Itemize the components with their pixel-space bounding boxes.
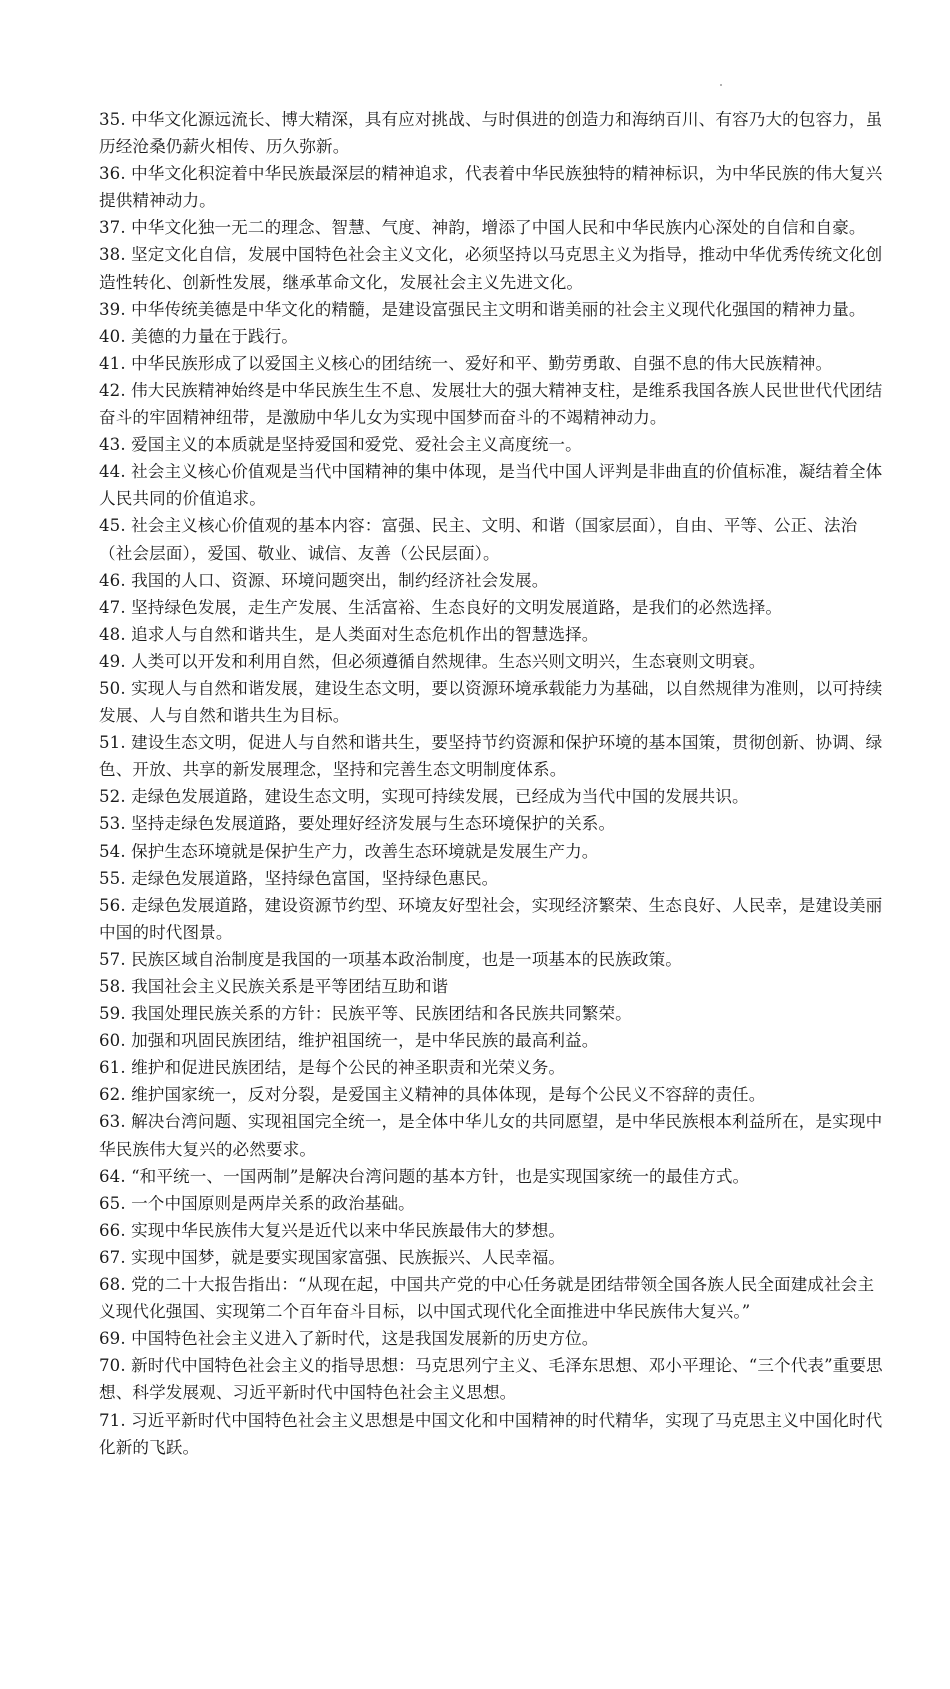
list-item: 68. 党的二十大报告指出：“从现在起，中国共产党的中心任务就是团结带领全国各族人民全面建成社会主义现代化强国、实现第二个百年奋斗目标，以中国式现代化全面推进中华民族伟大复兴。” <box>99 1275 875 1322</box>
list-item: 63. 解决台湾问题、实现祖国完全统一，是全体中华儿女的共同愿望，是中华民族根本利益所在，是实现中华民族伟大复兴的必然要求。 <box>99 1112 883 1159</box>
list-item: 43. 爱国主义的本质就是坚持爱国和爱党、爱社会主义高度统一。 <box>99 435 582 455</box>
list-item: 59. 我国处理民族关系的方针：民族平等、民族团结和各民族共同繁荣。 <box>99 1004 632 1024</box>
list-item: 55. 走绿色发展道路，坚持绿色富国，坚持绿色惠民。 <box>99 868 499 888</box>
list-item: 71. 习近平新时代中国特色社会主义思想是中国文化和中国精神的时代精华，实现了马克思主义中国化时代化新的飞跃。 <box>99 1410 883 1457</box>
list-item: 41. 中华民族形成了以爱国主义核心的团结统一、爱好和平、勤劳勇敢、自强不息的伟大民族精神。 <box>99 353 833 373</box>
list-item: 38. 坚定文化自信，发展中国特色社会主义文化，必须坚持以马克思主义为指导，推动中华优秀传统文化创造性转化、创新性发展，继承革命文化，发展社会主义先进文化。 <box>99 245 883 292</box>
list-item: 36. 中华文化积淀着中华民族最深层的精神追求，代表着中华民族独特的精神标识，为中华民族的伟大复兴提供精神动力。 <box>99 164 883 211</box>
list-item: 57. 民族区域自治制度是我国的一项基本政治制度，也是一项基本的民族政策。 <box>99 949 682 969</box>
list-item: 48. 追求人与自然和谐共生，是人类面对生态危机作出的智慧选择。 <box>99 624 599 644</box>
list-item: 53. 坚持走绿色发展道路，要处理好经济发展与生态环境保护的关系。 <box>99 814 616 834</box>
list-item: 58. 我国社会主义民族关系是平等团结互助和谐 <box>99 977 449 996</box>
list-item: 62. 维护国家统一，反对分裂，是爱国主义精神的具体体现，是每个公民义不容辞的责任。 <box>99 1085 766 1105</box>
list-item: 56. 走绿色发展道路，建设资源节约型、环境友好型社会，实现经济繁荣、生态良好、人民幸，是建设美丽中国的时代图景。 <box>99 895 883 942</box>
list-item: 45. 社会主义核心价值观的基本内容：富强、民主、文明、和谐（国家层面），自由、平等、公正、法治（社会层面），爱国、敬业、诚信、友善（公民层面）。 <box>99 516 858 563</box>
list-item: 37. 中华文化独一无二的理念、智慧、气度、神韵，增添了中国人民和中华民族内心深处的自信和自豪。 <box>99 218 866 238</box>
list-item: 54. 保护生态环境就是保护生产力，改善生态环境就是发展生产力。 <box>99 841 599 861</box>
list-item: 64. “和平统一、一国两制”是解决台湾问题的基本方针，也是实现国家统一的最佳方式。 <box>99 1166 750 1186</box>
list-item: 39. 中华传统美德是中华文化的精髓，是建设富强民主文明和谐美丽的社会主义现代化强国的精神力量。 <box>99 299 866 319</box>
list-item: 66. 实现中华民族伟大复兴是近代以来中华民族最伟大的梦想。 <box>99 1220 566 1240</box>
list-item: 44. 社会主义核心价值观是当代中国精神的集中体现，是当代中国人评判是非曲直的价值标准，凝结着全体人民共同的价值追求。 <box>99 462 883 509</box>
list-item: 35. 中华文化源远流长、博大精深，具有应对挑战、与时俱进的创造力和海纳百川、有容乃大的包容力，虽历经沧桑仍薪火相传、历久弥新。 <box>99 110 883 157</box>
list-item: 51. 建设生态文明，促进人与自然和谐共生，要坚持节约资源和保护环境的基本国策，贯彻创新、协调、绿色、开放、共享的新发展理念，坚持和完善生态文明制度体系。 <box>99 733 883 780</box>
list-item: 61. 维护和促进民族团结，是每个公民的神圣职责和光荣义务。 <box>99 1058 566 1078</box>
list-item: 69. 中国特色社会主义进入了新时代，这是我国发展新的历史方位。 <box>99 1329 599 1349</box>
list-item: 65. 一个中国原则是两岸关系的政治基础。 <box>99 1193 415 1213</box>
list-item: 70. 新时代中国特色社会主义的指导思想：马克思列宁主义、毛泽东思想、邓小平理论、“三个代表”重要思想、科学发展观、习近平新时代中国特色社会主义思想。 <box>99 1356 883 1403</box>
list-item: 50. 实现人与自然和谐发展，建设生态文明，要以资源环境承载能力为基础，以自然规律为准则，以可持续发展、人与自然和谐共生为目标。 <box>99 678 883 726</box>
list-item: 67. 实现中国梦，就是要实现国家富强、民族振兴、人民幸福。 <box>99 1247 566 1267</box>
list-item: 49. 人类可以开发和利用自然，但必须遵循自然规律。生态兴则文明兴，生态衰则文明衰。 <box>99 651 766 671</box>
list-item: 40. 美德的力量在于践行。 <box>99 326 299 346</box>
list-item: 47. 坚持绿色发展，走生产发展、生活富裕、生态良好的文明发展道路，是我们的必然选择。 <box>99 597 783 617</box>
list-item: 46. 我国的人口、资源、环境问题突出，制约经济社会发展。 <box>99 570 549 590</box>
scan-dot <box>720 84 722 86</box>
list-item: 42. 伟大民族精神始终是中华民族生生不息、发展壮大的强大精神支柱，是维系我国各族人民世世代代团结奋斗的牢固精神纽带，是激励中华儿女为实现中国梦而奋斗的不竭精神动力。 <box>99 380 883 428</box>
list-item: 52. 走绿色发展道路，建设生态文明，实现可持续发展，已经成为当代中国的发展共识。 <box>99 787 749 807</box>
list-item: 60. 加强和巩固民族团结，维护祖国统一，是中华民族的最高利益。 <box>99 1031 599 1051</box>
